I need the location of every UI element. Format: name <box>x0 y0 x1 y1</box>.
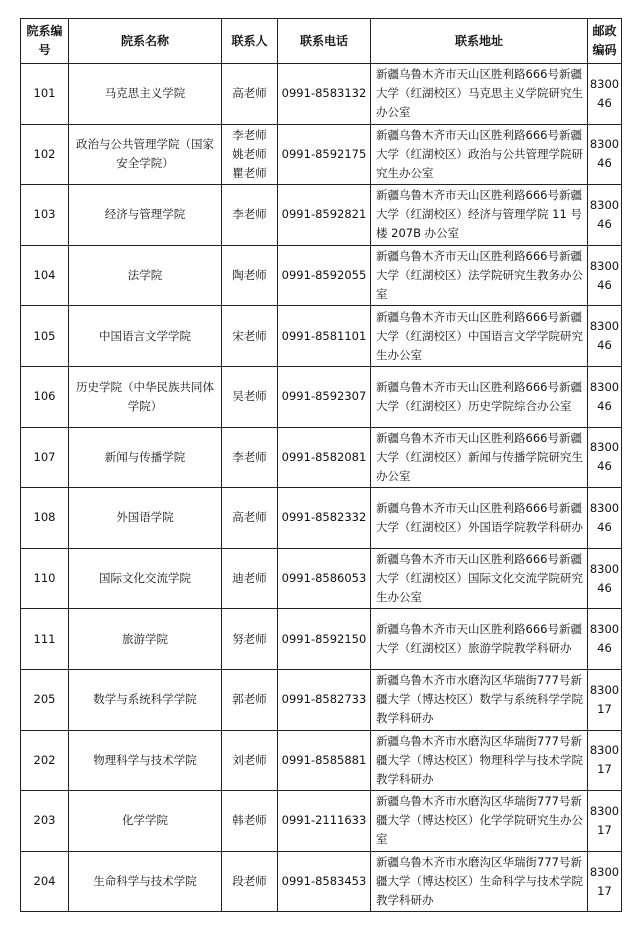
header-row <box>21 19 622 64</box>
table-row <box>21 791 622 852</box>
table-row <box>21 366 622 427</box>
contact-person: 郭老师 <box>232 692 267 707</box>
cell-name: 外国语学院 <box>69 488 222 549</box>
cell-name: 数学与系统科学学院 <box>69 669 222 730</box>
cell-address: 新疆乌鲁木齐市水磨沟区华瑞街777号新疆大学（博达校区）物理科学与技术学院教学科研办 <box>371 730 588 791</box>
cell-name: 经济与管理学院 <box>69 185 222 246</box>
contact-person: 陶老师 <box>232 268 267 283</box>
cell-name: 物理科学与技术学院 <box>69 730 222 791</box>
table-row <box>21 609 622 670</box>
cell-phone: 0991-8582332 <box>278 488 371 549</box>
cell-name: 国际文化交流学院 <box>69 548 222 609</box>
cell-contact <box>222 488 278 549</box>
cell-zip: 830046 <box>588 366 622 427</box>
header-name: 院系名称 <box>69 19 222 64</box>
cell-contact <box>222 366 278 427</box>
cell-phone: 0991-8583453 <box>278 851 371 912</box>
table-row <box>21 185 622 246</box>
cell-phone: 0991-8592175 <box>278 124 371 185</box>
cell-phone: 0991-8592821 <box>278 185 371 246</box>
cell-zip: 830017 <box>588 730 622 791</box>
cell-contact <box>222 245 278 306</box>
cell-phone: 0991-8586053 <box>278 548 371 609</box>
contact-person: 迪老师 <box>232 571 267 586</box>
cell-code: 203 <box>21 791 69 852</box>
cell-phone: 0991-8582081 <box>278 427 371 488</box>
cell-contact <box>222 669 278 730</box>
header-contact: 联系人 <box>222 19 278 64</box>
cell-phone: 0991-8592055 <box>278 245 371 306</box>
contact-person: 努老师 <box>232 631 267 646</box>
cell-code: 108 <box>21 488 69 549</box>
table-row <box>21 851 622 912</box>
cell-phone: 0991-8583132 <box>278 64 371 125</box>
contact-person: 李老师 <box>232 127 267 142</box>
cell-address: 新疆乌鲁木齐市天山区胜利路666号新疆大学（红湖校区）中国语言文学学院研究生办公室 <box>371 306 588 367</box>
cell-zip: 830046 <box>588 245 622 306</box>
cell-zip: 830046 <box>588 64 622 125</box>
cell-code: 205 <box>21 669 69 730</box>
cell-contact <box>222 730 278 791</box>
cell-contact <box>222 609 278 670</box>
cell-name: 新闻与传播学院 <box>69 427 222 488</box>
cell-address: 新疆乌鲁木齐市天山区胜利路666号新疆大学（红湖校区）历史学院综合办公室 <box>371 366 588 427</box>
cell-zip: 830046 <box>588 185 622 246</box>
header-code: 院系编号 <box>21 19 69 64</box>
cell-zip: 830017 <box>588 791 622 852</box>
cell-code: 102 <box>21 124 69 185</box>
cell-contact <box>222 427 278 488</box>
contact-person: 李老师 <box>232 207 267 222</box>
cell-code: 104 <box>21 245 69 306</box>
cell-zip: 830046 <box>588 427 622 488</box>
table-row <box>21 124 622 185</box>
cell-address: 新疆乌鲁木齐市天山区胜利路666号新疆大学（红湖校区）经济与管理学院 11 号楼 207B 办公室 <box>371 185 588 246</box>
cell-address: 新疆乌鲁木齐市水磨沟区华瑞街777号新疆大学（博达校区）生命科学与技术学院教学科研办 <box>371 851 588 912</box>
table-header <box>21 19 622 64</box>
table-row <box>21 306 622 367</box>
cell-address: 新疆乌鲁木齐市天山区胜利路666号新疆大学（红湖校区）政治与公共管理学院研究生办公室 <box>371 124 588 185</box>
cell-address: 新疆乌鲁木齐市水磨沟区华瑞街777号新疆大学（博达校区）数学与系统科学学院教学科研办 <box>371 669 588 730</box>
cell-name: 马克思主义学院 <box>69 64 222 125</box>
contact-person: 吴老师 <box>232 389 267 404</box>
cell-phone: 0991-8592150 <box>278 609 371 670</box>
cell-code: 110 <box>21 548 69 609</box>
contact-person: 韩老师 <box>232 813 267 828</box>
cell-name: 化学学院 <box>69 791 222 852</box>
cell-zip: 830017 <box>588 851 622 912</box>
cell-contact <box>222 124 278 185</box>
table-row <box>21 488 622 549</box>
cell-zip: 830046 <box>588 124 622 185</box>
table-row <box>21 730 622 791</box>
cell-phone: 0991-2111633 <box>278 791 371 852</box>
cell-address: 新疆乌鲁木齐市天山区胜利路666号新疆大学（红湖校区）马克思主义学院研究生办公室 <box>371 64 588 125</box>
table-row <box>21 548 622 609</box>
contact-person: 高老师 <box>232 86 267 101</box>
table-body <box>21 64 622 912</box>
cell-zip: 830046 <box>588 488 622 549</box>
cell-code: 105 <box>21 306 69 367</box>
contact-person: 宋老师 <box>232 328 267 343</box>
header-zip: 邮政编码 <box>588 19 622 64</box>
table-row <box>21 245 622 306</box>
cell-code: 202 <box>21 730 69 791</box>
cell-code: 103 <box>21 185 69 246</box>
header-address: 联系地址 <box>371 19 588 64</box>
cell-name: 法学院 <box>69 245 222 306</box>
cell-contact <box>222 851 278 912</box>
cell-phone: 0991-8582733 <box>278 669 371 730</box>
header-phone: 联系电话 <box>278 19 371 64</box>
cell-address: 新疆乌鲁木齐市水磨沟区华瑞街777号新疆大学（博达校区）化学学院研究生办公室 <box>371 791 588 852</box>
contact-person: 段老师 <box>232 874 267 889</box>
table-row <box>21 427 622 488</box>
cell-contact <box>222 64 278 125</box>
cell-name: 历史学院（中华民族共同体学院） <box>69 366 222 427</box>
cell-address: 新疆乌鲁木齐市天山区胜利路666号新疆大学（红湖校区）旅游学院教学科研办 <box>371 609 588 670</box>
cell-zip: 830046 <box>588 548 622 609</box>
cell-contact <box>222 185 278 246</box>
cell-code: 106 <box>21 366 69 427</box>
cell-name: 政治与公共管理学院（国家安全学院） <box>69 124 222 185</box>
cell-phone: 0991-8581101 <box>278 306 371 367</box>
cell-address: 新疆乌鲁木齐市天山区胜利路666号新疆大学（红湖校区）外国语学院教学科研办 <box>371 488 588 549</box>
cell-code: 107 <box>21 427 69 488</box>
table-row <box>21 669 622 730</box>
cell-code: 101 <box>21 64 69 125</box>
cell-zip: 830017 <box>588 669 622 730</box>
cell-code: 111 <box>21 609 69 670</box>
contact-person: 高老师 <box>232 510 267 525</box>
cell-phone: 0991-8585881 <box>278 730 371 791</box>
cell-contact <box>222 791 278 852</box>
cell-code: 204 <box>21 851 69 912</box>
cell-name: 中国语言文学学院 <box>69 306 222 367</box>
cell-name: 生命科学与技术学院 <box>69 851 222 912</box>
table-row <box>21 64 622 125</box>
contact-person: 刘老师 <box>232 752 267 767</box>
cell-phone: 0991-8592307 <box>278 366 371 427</box>
cell-contact <box>222 548 278 609</box>
cell-address: 新疆乌鲁木齐市天山区胜利路666号新疆大学（红湖校区）国际文化交流学院研究生办公室 <box>371 548 588 609</box>
contact-person: 李老师 <box>232 449 267 464</box>
cell-zip: 830046 <box>588 609 622 670</box>
contact-table <box>20 18 622 912</box>
cell-contact <box>222 306 278 367</box>
cell-zip: 830046 <box>588 306 622 367</box>
cell-name: 旅游学院 <box>69 609 222 670</box>
cell-address: 新疆乌鲁木齐市天山区胜利路666号新疆大学（红湖校区）法学院研究生教务办公室 <box>371 245 588 306</box>
cell-address: 新疆乌鲁木齐市天山区胜利路666号新疆大学（红湖校区）新闻与传播学院研究生办公室 <box>371 427 588 488</box>
contact-person: 瞿老师 <box>232 165 267 180</box>
contact-person: 姚老师 <box>232 146 267 161</box>
